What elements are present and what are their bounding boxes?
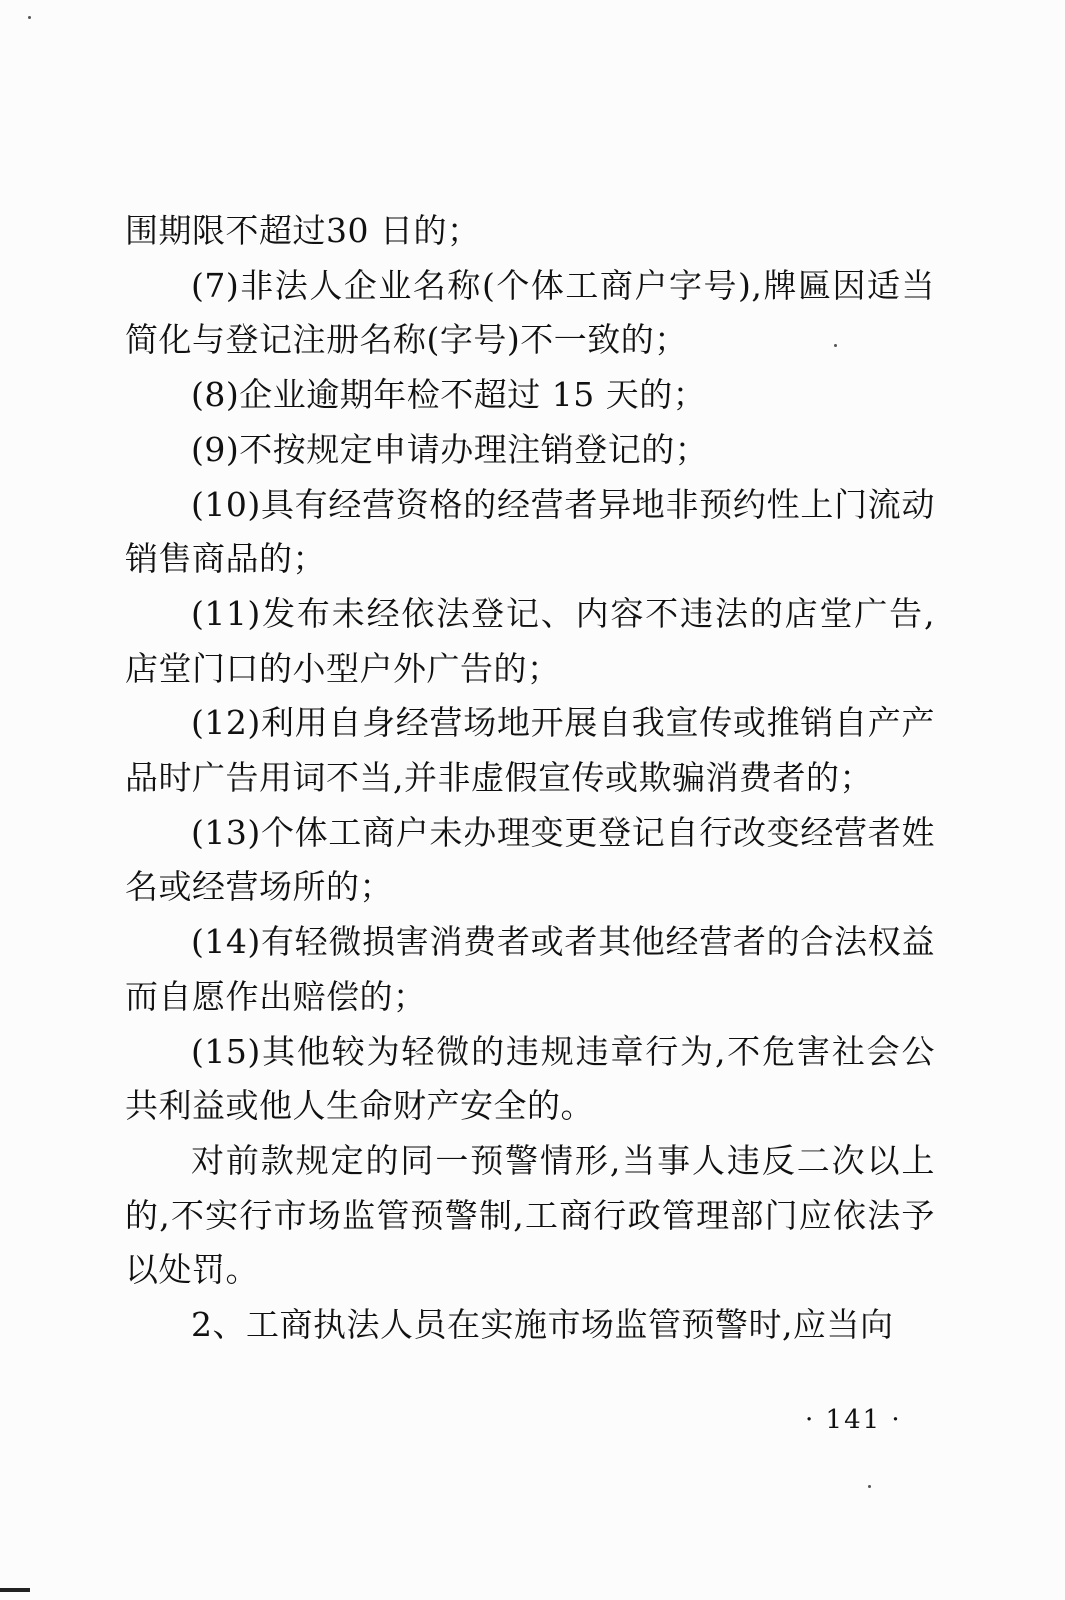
scan-speck xyxy=(834,344,837,347)
paragraph-section-2: 2、工商执法人员在实施市场监管预警时,应当向 xyxy=(191,1305,894,1345)
paragraph-item-8: (8)企业逾期年检不超过 15 天的； xyxy=(191,375,707,415)
paragraph-item-14: (14)有轻微损害消费者或者其他经营者的合法权益而自愿作出赔偿的； xyxy=(125,922,935,1016)
paragraph-item-10: (10)具有经营资格的经营者异地非预约性上门流动销售商品的； xyxy=(125,484,935,579)
scan-edge-mark xyxy=(0,1588,30,1592)
page-number: · 141 · xyxy=(805,1405,902,1435)
paragraph-item-7: (7)非法人企业名称(个体工商户字号),牌匾因适当简化与登记注册名称(字号)不一致的； xyxy=(125,265,935,360)
paragraph-item-11: (11)发布未经依法登记、内容不违法的店堂广告,店堂门口的小型户外广告的； xyxy=(125,593,935,688)
paragraph-item-13: (13)个体工商户未办理变更登记自行改变经营者姓名或经营场所的； xyxy=(125,812,935,907)
scan-speck xyxy=(868,1485,871,1488)
paragraph-item-12: (12)利用自身经营场地开展自我宣传或推销自产产品时广告用词不当,并非虚假宣传或欺骗消费者的； xyxy=(125,703,935,798)
paragraph-item-15: (15)其他较为轻微的违规违章行为,不危害社会公共利益或他人生命财产安全的。 xyxy=(125,1031,935,1126)
paragraph-item-9: (9)不按规定申请办理注销登记的； xyxy=(191,429,709,469)
paragraph-continuation: 围期限不超过30 日的； xyxy=(125,211,481,250)
body-text xyxy=(125,204,935,1353)
scan-speck xyxy=(28,16,31,19)
paragraph-repeat-violation: 对前款规定的同一预警情形,当事人违反二次以上的,不实行市场监管预警制,工商行政管理部门应依法予以处罚。 xyxy=(125,1140,935,1290)
